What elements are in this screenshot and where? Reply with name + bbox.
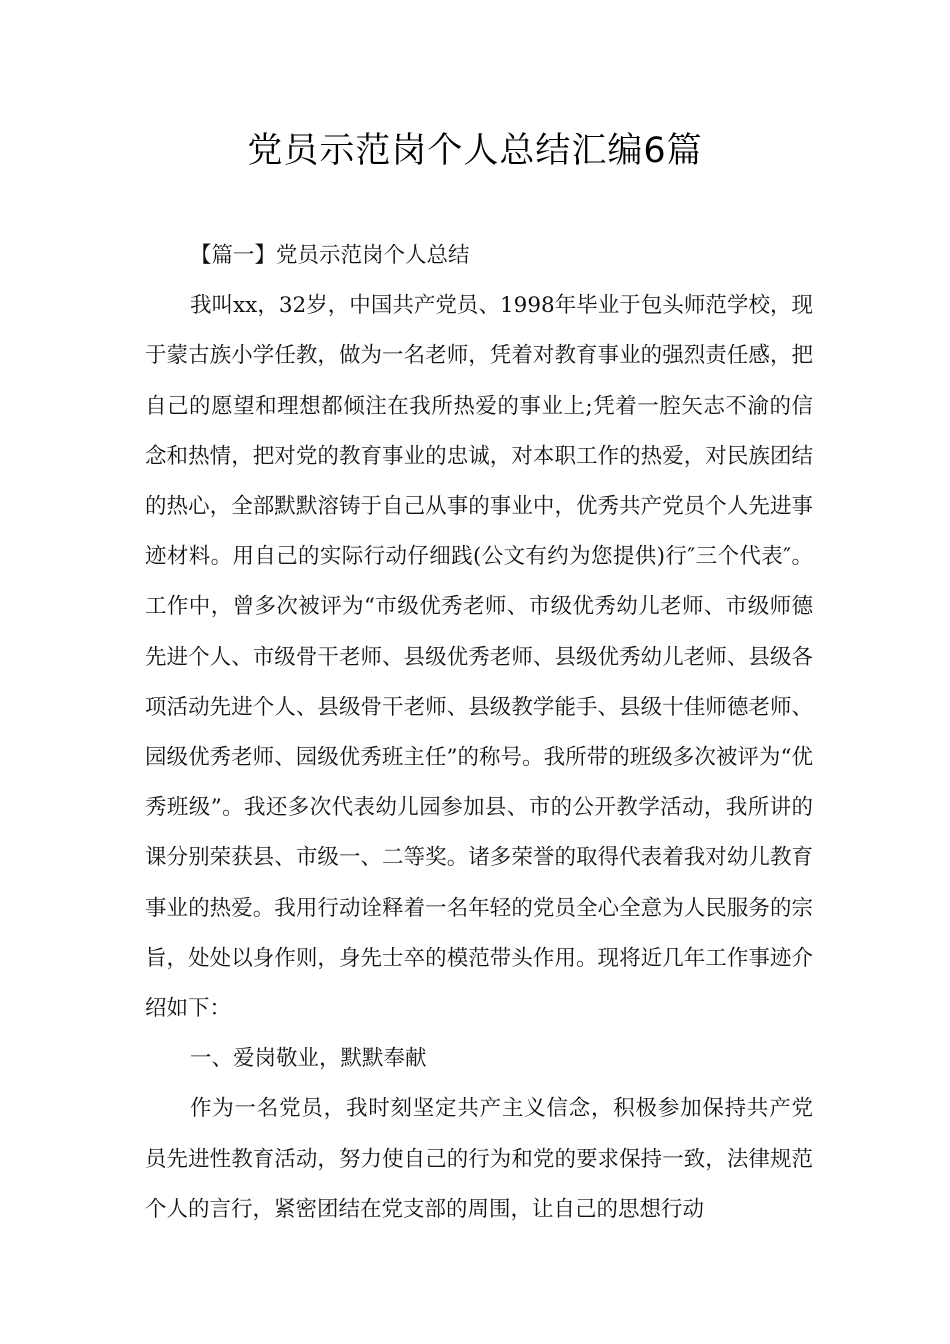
body-paragraph-2: 作为一名党员，我时刻坚定共产主义信念，积极参加保持共产党员先进性教育活动，努力使自己的行为和党的要求保持一致，法律规范个人的言行，紧密团结在党支部的周围，让自己的思想行动 [145, 1096, 813, 1222]
body-paragraph-1: 我叫xx，32岁，中国共产党员、1998年毕业于包头师范学校，现于蒙古族小学任教，做为一名老师，凭着对教育事业的强烈责任感，把自己的愿望和理想都倾注在我所热爱的事业上;凭着一腔矢志不渝的信念和热情，把对党的教育事业的忠诚，对本职工作的热爱，对民族团结的热心，全部默默溶铸于自己从事的事业中，优秀共产党员个人先进事迹材料。用自己的实际行动仔细践(公文有约为您提供)行″三个代表″。工作中，曾多次被评为“市级优秀老师、市级优秀幼儿老师、市级师德先进个人、市级骨干老师、县级优秀老师、县级优秀幼儿老师、县级各项活动先进个人、县级骨干老师、县级教学能手、县级十佳师德老师、园级优秀老师、园级优秀班主任”的称号。我所带的班级多次被评为“优秀班级”。我还多次代表幼儿园参加县、市的公开教学活动，我所讲的课分别荣获县、市级一、二等奖。诸多荣誉的取得代表着我对幼儿教育事业的热爱。我用行动诠释着一名年轻的党员全心全意为人民服务的宗旨，处处以身作则，身先士卒的模范带头作用。现将近几年工作事迹介绍如下： [145, 293, 813, 1022]
subsection-heading-1: 一、爱岗敬业，默默奉献 [190, 1046, 427, 1072]
section-heading-1: 【篇一】党员示范岗个人总结 [190, 243, 470, 268]
document-title: 党员示范岗个人总结汇编6篇 [247, 131, 703, 171]
document-body [145, 231, 813, 1235]
